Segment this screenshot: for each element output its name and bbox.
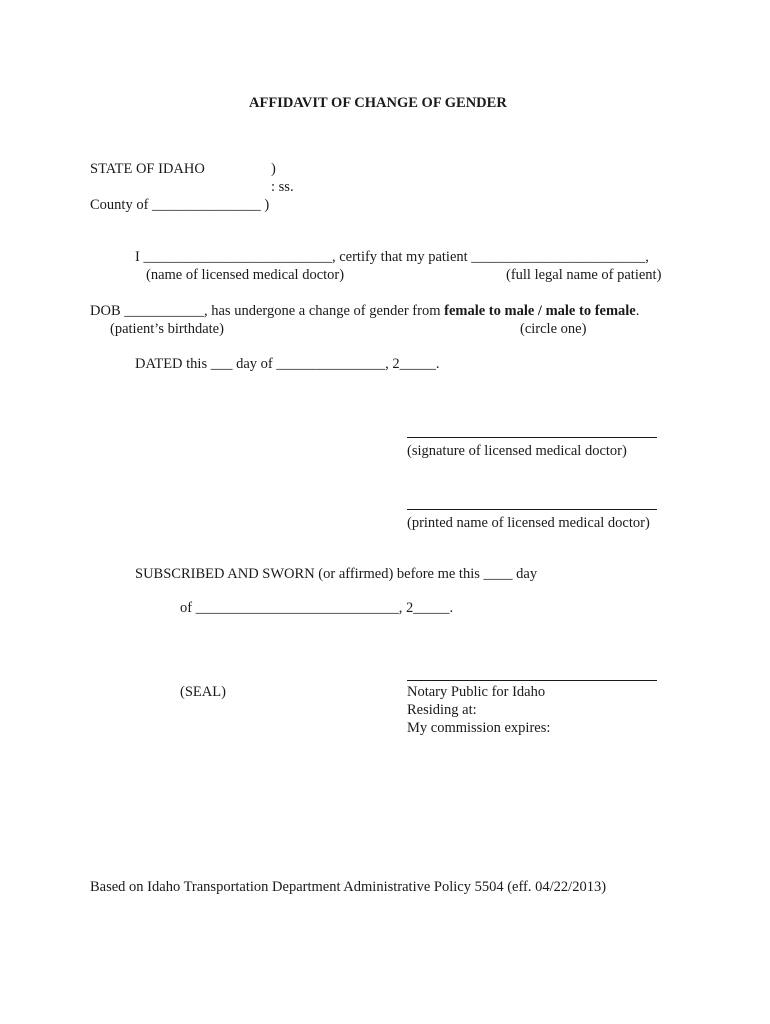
certify-i: I <box>135 249 140 265</box>
dob-label: DOB <box>90 303 121 319</box>
county-label <box>90 198 269 213</box>
circle-one-caption: (circle one) <box>520 321 587 337</box>
notary-title: Notary Public for Idaho <box>407 684 546 700</box>
dob-line <box>90 304 639 319</box>
venue-paren-close: ) <box>264 197 270 213</box>
certify-text: , certify that my patient <box>331 249 468 265</box>
notary-signature-line[interactable] <box>407 680 657 681</box>
dob-text: , has undergone a change of gender from <box>204 303 441 319</box>
seal-label: (SEAL) <box>180 684 226 700</box>
certify-line <box>135 250 649 265</box>
venue-paren-open: ) <box>271 161 276 177</box>
venue-ss: : ss. <box>271 179 294 195</box>
doctor-signature-line[interactable] <box>407 437 657 438</box>
county-label-text: County of <box>90 197 149 213</box>
patient-name-blank[interactable]: ________________________ <box>471 249 646 265</box>
document-title: AFFIDAVIT OF CHANGE OF GENDER <box>249 95 507 111</box>
sworn-line-2[interactable]: of ____________________________, 2_____. <box>180 600 454 616</box>
certify-comma: , <box>645 249 649 265</box>
notary-residing: Residing at: <box>407 702 477 718</box>
footer-note: Based on Idaho Transportation Department Administrative Policy 5504 (eff. 04/22/2013) <box>90 879 607 895</box>
county-blank[interactable]: _______________ <box>152 197 261 213</box>
dob-blank[interactable]: ___________ <box>124 303 204 319</box>
doctor-name-caption: (name of licensed medical doctor) <box>146 267 345 283</box>
dated-line[interactable]: DATED this ___ day of _______________, 2_____. <box>135 356 440 372</box>
patient-name-caption: (full legal name of patient) <box>506 267 662 283</box>
doctor-signature-caption: (signature of licensed medical doctor) <box>407 443 627 459</box>
state-label: STATE OF IDAHO <box>90 161 205 177</box>
sworn-line-1[interactable]: SUBSCRIBED AND SWORN (or affirmed) before me this ____ day <box>135 566 538 582</box>
notary-commission: My commission expires: <box>407 720 551 736</box>
gender-options[interactable]: female to male / male to female <box>444 303 636 319</box>
doctor-printed-name-line[interactable] <box>407 509 657 510</box>
doctor-name-blank[interactable]: __________________________ <box>143 249 332 265</box>
birthdate-caption: (patient’s birthdate) <box>110 321 224 337</box>
doctor-printed-name-caption: (printed name of licensed medical doctor) <box>407 515 650 531</box>
dob-period: . <box>635 303 640 319</box>
